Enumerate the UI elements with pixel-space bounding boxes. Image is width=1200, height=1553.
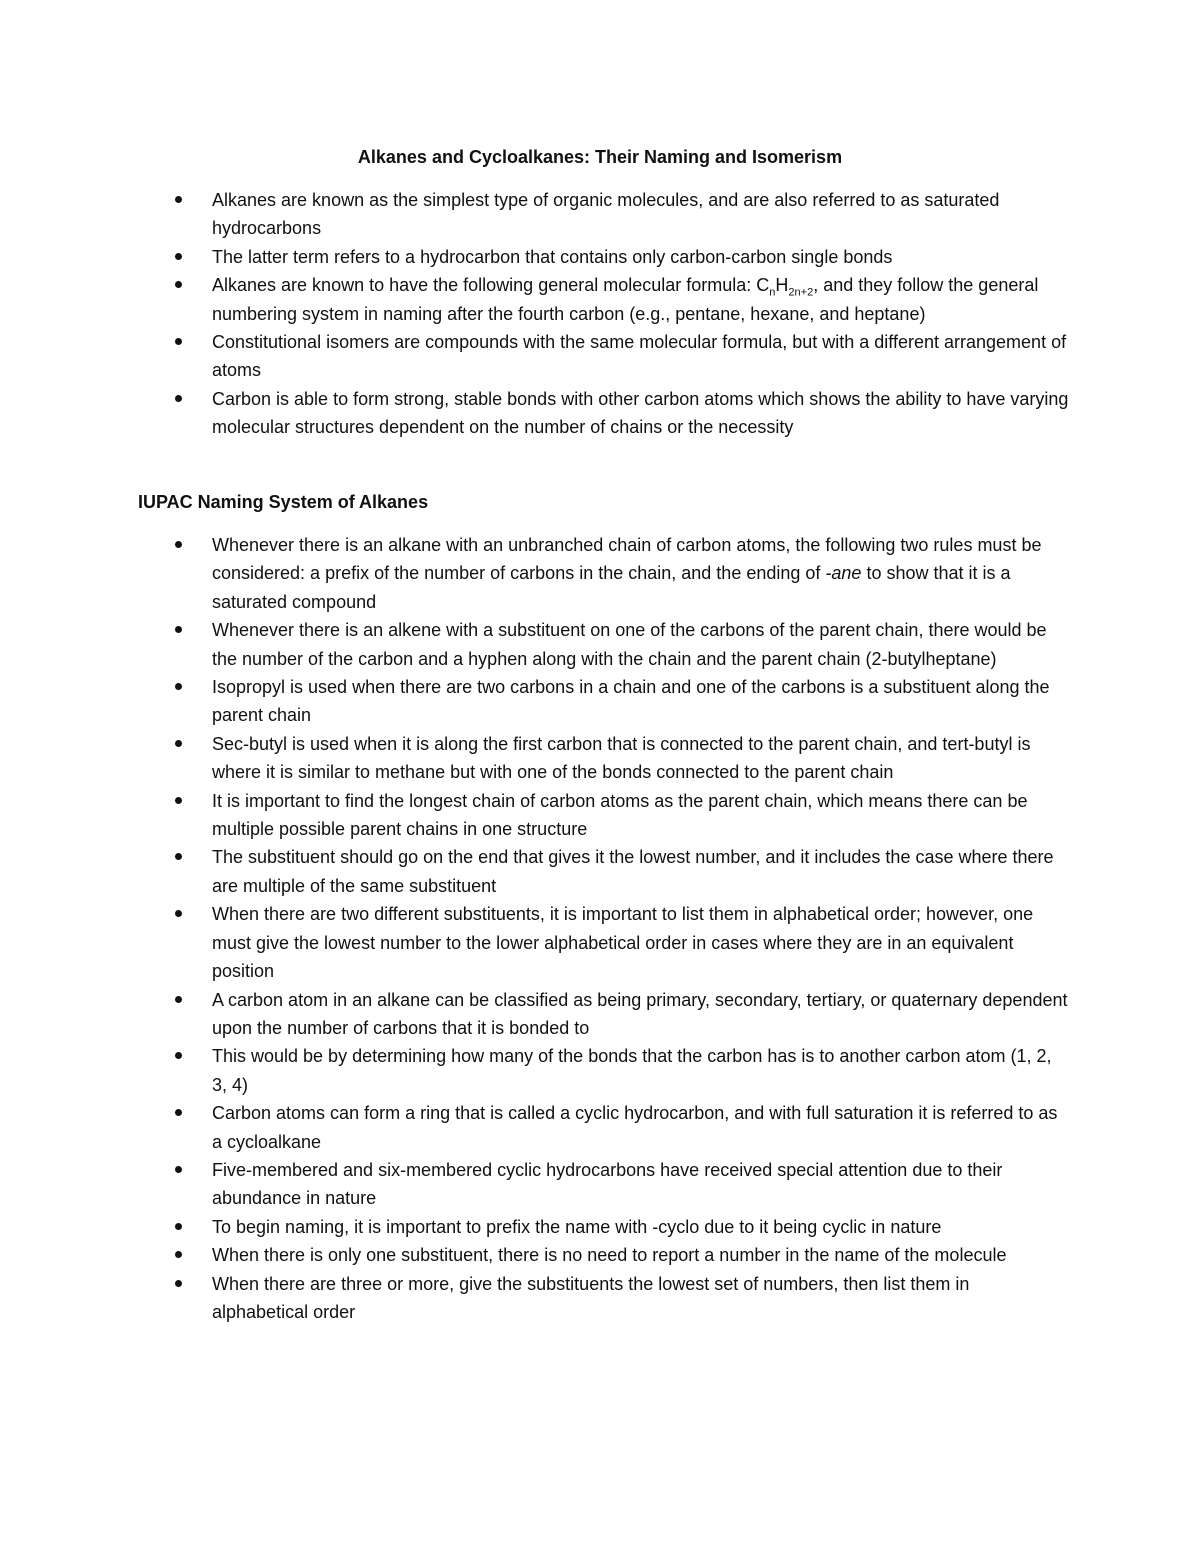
- iupac-bullet-list: [0, 531, 1200, 1326]
- list-item-text: When there are two different substituents, it is important to list them in alphabetical order; however, one must give the lowest number to the lower alphabetical order in cases where they are in an equivalent position: [212, 904, 1034, 982]
- bullet-icon: [175, 797, 182, 804]
- list-item: [0, 1213, 1200, 1241]
- bullet-icon: [175, 1251, 182, 1258]
- list-item-text: Isopropyl is used when there are two carbons in a chain and one of the carbons is a substituent along the parent chain: [212, 677, 1050, 726]
- bullet-icon: [175, 253, 182, 260]
- list-item-text: Carbon is able to form strong, stable bonds with other carbon atoms which shows the ability to have varying molecular structures dependent on the number of chains or the necessity: [212, 388, 1069, 438]
- list-item: [0, 271, 1200, 328]
- bullet-icon: [175, 281, 182, 288]
- list-item-text: The substituent should go on the end that gives it the lowest number, and it includes the case where there are multiple of the same substituent: [212, 847, 1054, 896]
- list-item-text: Alkanes are known as the simplest type of organic molecules, and are also referred to as saturated hydrocarbons: [212, 190, 1000, 239]
- list-item-text: [212, 275, 1038, 323]
- formula-subscript-n: n: [769, 286, 776, 299]
- list-item-text: The latter term refers to a hydrocarbon that contains only carbon-carbon single bonds: [212, 246, 893, 267]
- bullet-icon: [175, 853, 182, 860]
- intro-bullet-list: [0, 186, 1200, 442]
- list-item: [0, 1270, 1200, 1327]
- list-item-text-before: Whenever there is an alkane with an unbranched chain of carbon atoms, the following two rules must be considered: a prefix of the number of carbons in the chain, and the ending of: [212, 535, 1042, 584]
- list-item: [0, 730, 1200, 787]
- section-heading: IUPAC Naming System of Alkanes: [138, 492, 429, 512]
- bullet-icon: [175, 541, 182, 548]
- bullet-icon: [175, 196, 182, 203]
- list-item: [0, 243, 1200, 271]
- bullet-icon: [175, 1223, 182, 1230]
- bullet-icon: [175, 1166, 182, 1173]
- list-item: [0, 900, 1200, 985]
- list-item: [0, 1156, 1200, 1213]
- list-item: [0, 1099, 1200, 1156]
- bullet-icon: [175, 910, 182, 917]
- list-item-text: When there are three or more, give the substituents the lowest set of numbers, then list them in alphabetical order: [212, 1273, 970, 1322]
- bullet-icon: [175, 338, 182, 345]
- bullet-icon: [175, 1052, 182, 1059]
- list-item-text: Whenever there is an alkene with a substituent on one of the carbons of the parent chain, there would be the number of the carbon and a hyphen along with the chain and the parent chain (2-butylheptane): [212, 620, 1047, 669]
- formula-text-h: H: [775, 275, 789, 296]
- list-item-text: A carbon atom in an alkane can be classified as being primary, secondary, tertiary, or quaternary dependent upon the number of carbons that it is bonded to: [212, 989, 1068, 1038]
- list-item: [0, 328, 1200, 385]
- document-title: Alkanes and Cycloalkanes: Their Naming and Isomerism: [357, 147, 843, 167]
- list-item-text: Carbon atoms can form a ring that is called a cyclic hydrocarbon, and with full saturation it is referred to as a cycloalkane: [212, 1103, 1058, 1152]
- list-item-text: It is important to find the longest chain of carbon atoms as the parent chain, which means there can be multiple possible parent chains in one structure: [212, 790, 1028, 840]
- list-item: [0, 1042, 1200, 1099]
- list-item-text: Constitutional isomers are compounds with the same molecular formula, but with a different arrangement of atoms: [212, 332, 1067, 381]
- list-item: [0, 385, 1200, 442]
- list-item-text: [212, 535, 1041, 612]
- list-item-text: To begin naming, it is important to prefix the name with -cyclo due to it being cyclic in nature: [212, 1216, 942, 1237]
- list-item: [0, 986, 1200, 1043]
- formula-subscript-2n2: 2n+2: [788, 286, 814, 299]
- bullet-icon: [175, 1109, 182, 1116]
- list-item: [0, 843, 1200, 900]
- list-item-text-after: to show that it is a saturated compound: [212, 563, 1011, 612]
- list-item-text: This would be by determining how many of the bonds that the carbon has is to another carbon atom (1, 2, 3, 4): [212, 1046, 1052, 1095]
- formula-text-after: , and they follow the general numbering system in naming after the fourth carbon (e.g., pentane, hexane, and heptane): [212, 275, 1039, 324]
- bullet-icon: [175, 395, 182, 402]
- bullet-icon: [175, 683, 182, 690]
- list-item: [0, 673, 1200, 730]
- bullet-icon: [175, 1280, 182, 1287]
- formula-text-before: Alkanes are known to have the following general molecular formula: C: [212, 275, 770, 296]
- list-item-text: Sec-butyl is used when it is along the first carbon that is connected to the parent chain, and tert-butyl is where it is similar to methane but with one of the bonds connected to the parent chain: [212, 733, 1031, 783]
- list-item: [0, 787, 1200, 844]
- bullet-icon: [175, 626, 182, 633]
- italic-suffix: -ane: [825, 563, 862, 584]
- list-item: [0, 186, 1200, 243]
- list-item: [0, 616, 1200, 673]
- bullet-icon: [175, 740, 182, 747]
- list-item: [0, 1241, 1200, 1269]
- list-item: [0, 531, 1200, 616]
- bullet-icon: [175, 996, 182, 1003]
- list-item-text: When there is only one substituent, there is no need to report a number in the name of the molecule: [212, 1245, 1007, 1266]
- list-item-text: Five-membered and six-membered cyclic hydrocarbons have received special attention due to their abundance in nature: [212, 1159, 1003, 1209]
